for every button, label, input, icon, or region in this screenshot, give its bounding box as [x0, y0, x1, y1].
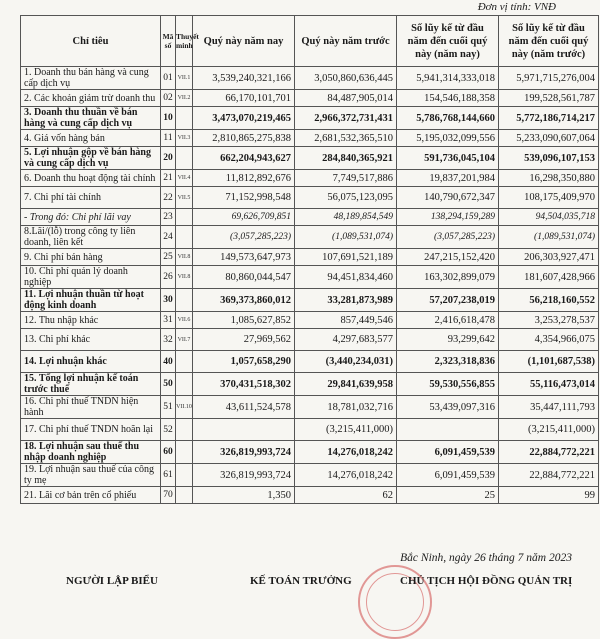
- row-q-prev: 857,449,546: [295, 312, 397, 329]
- header-note: Thuyết minh: [176, 16, 193, 67]
- row-code: 60: [161, 441, 176, 464]
- row-q-this: 27,969,562: [193, 329, 295, 351]
- row-ytd-this: 25: [397, 487, 499, 504]
- row-code: 50: [161, 373, 176, 396]
- table-row: [21, 351, 599, 373]
- row-ytd-prev: 35,447,111,793: [499, 396, 599, 419]
- row-name: 2. Các khoản giảm trừ doanh thu: [21, 90, 161, 107]
- row-q-prev: 18,781,032,716: [295, 396, 397, 419]
- table-row: [21, 209, 599, 226]
- row-ytd-prev: 5,971,715,276,004: [499, 67, 599, 90]
- table-row: [21, 396, 599, 419]
- row-ytd-prev: 16,298,350,880: [499, 170, 599, 187]
- row-code: 22: [161, 187, 176, 209]
- row-ytd-prev: 5,772,186,714,217: [499, 107, 599, 130]
- row-q-this: 66,170,101,701: [193, 90, 295, 107]
- row-ytd-prev: 199,528,561,787: [499, 90, 599, 107]
- row-q-prev: 284,840,365,921: [295, 147, 397, 170]
- chief-accountant-signature-title: KẾ TOÁN TRƯỞNG: [250, 575, 352, 587]
- row-code: 25: [161, 249, 176, 266]
- row-q-this: 662,204,943,627: [193, 147, 295, 170]
- row-code: 02: [161, 90, 176, 107]
- row-q-prev: 107,691,521,189: [295, 249, 397, 266]
- row-name: 11. Lợi nhuận thuần từ hoạt động kinh doanh: [21, 289, 161, 312]
- table-row: [21, 266, 599, 289]
- row-ytd-this: 53,439,097,316: [397, 396, 499, 419]
- row-ytd-this: 2,416,618,478: [397, 312, 499, 329]
- row-name: 17. Chi phí thuế TNDN hoãn lại: [21, 419, 161, 441]
- table-row: [21, 329, 599, 351]
- row-name: 4. Giá vốn hàng bán: [21, 130, 161, 147]
- row-code: 70: [161, 487, 176, 504]
- row-ytd-prev: 539,096,107,153: [499, 147, 599, 170]
- row-q-this: 149,573,647,973: [193, 249, 295, 266]
- row-ytd-prev: (1,089,531,074): [499, 226, 599, 249]
- row-ytd-this: 6,091,459,539: [397, 464, 499, 487]
- row-name: 3. Doanh thu thuần về bán hàng và cung cấp dịch vụ: [21, 107, 161, 130]
- row-ytd-this: 247,215,152,420: [397, 249, 499, 266]
- row-note: VII.4: [176, 170, 193, 187]
- row-note: [176, 373, 193, 396]
- row-ytd-this: [397, 419, 499, 441]
- header-quarter-prev-year: Quý này năm trước: [295, 16, 397, 67]
- row-q-prev: 2,681,532,365,510: [295, 130, 397, 147]
- row-q-this: 369,373,860,012: [193, 289, 295, 312]
- row-ytd-this: 154,546,188,358: [397, 90, 499, 107]
- place-date: Bắc Ninh, ngày 26 tháng 7 năm 2023: [400, 552, 572, 564]
- row-code: 21: [161, 170, 176, 187]
- row-name: 19. Lợi nhuận sau thuế của công ty mẹ: [21, 464, 161, 487]
- row-ytd-prev: 56,218,160,552: [499, 289, 599, 312]
- row-ytd-prev: (3,215,411,000): [499, 419, 599, 441]
- table-row: [21, 107, 599, 130]
- table-row: [21, 419, 599, 441]
- row-q-this: 11,812,892,676: [193, 170, 295, 187]
- row-note: VII.8: [176, 249, 193, 266]
- header-row: [21, 16, 599, 67]
- row-note: VII.1: [176, 67, 193, 90]
- table-row: [21, 249, 599, 266]
- row-q-this: 69,626,709,851: [193, 209, 295, 226]
- row-ytd-prev: 99: [499, 487, 599, 504]
- row-ytd-prev: 5,233,090,607,064: [499, 130, 599, 147]
- row-q-prev: 48,189,854,549: [295, 209, 397, 226]
- row-ytd-this: 19,837,201,984: [397, 170, 499, 187]
- row-note: VII.10: [176, 396, 193, 419]
- row-q-prev: (3,215,411,000): [295, 419, 397, 441]
- row-ytd-prev: 3,253,278,537: [499, 312, 599, 329]
- header-ytd-prev-year: Số lũy kế từ đầu năm đến cuối quý này (năm trước): [499, 16, 599, 67]
- row-q-prev: 62: [295, 487, 397, 504]
- table-row: [21, 187, 599, 209]
- row-ytd-this: (3,057,285,223): [397, 226, 499, 249]
- row-name: 5. Lợi nhuận gộp về bán hàng và cung cấp dịch vụ: [21, 147, 161, 170]
- row-note: [176, 147, 193, 170]
- unit-label: Đơn vị tính: VNĐ: [477, 1, 556, 13]
- row-q-prev: 29,841,639,958: [295, 373, 397, 396]
- table-row: [21, 226, 599, 249]
- row-ytd-prev: 22,884,772,221: [499, 441, 599, 464]
- row-ytd-this: 93,299,642: [397, 329, 499, 351]
- row-name: 15. Tổng lợi nhuận kế toán trước thuế: [21, 373, 161, 396]
- row-code: 23: [161, 209, 176, 226]
- row-note: [176, 441, 193, 464]
- row-code: 61: [161, 464, 176, 487]
- row-name: 12. Thu nhập khác: [21, 312, 161, 329]
- row-code: 40: [161, 351, 176, 373]
- row-code: 10: [161, 107, 176, 130]
- table-row: [21, 130, 599, 147]
- row-code: 11: [161, 130, 176, 147]
- table-row: [21, 147, 599, 170]
- row-code: 31: [161, 312, 176, 329]
- row-note: [176, 289, 193, 312]
- income-statement-table: [20, 15, 599, 504]
- row-name: 21. Lãi cơ bản trên cổ phiếu: [21, 487, 161, 504]
- row-ytd-this: 5,786,768,144,660: [397, 107, 499, 130]
- row-code: 24: [161, 226, 176, 249]
- row-name: 16. Chi phí thuế TNDN hiện hành: [21, 396, 161, 419]
- row-ytd-prev: 181,607,428,966: [499, 266, 599, 289]
- row-name: 9. Chi phí bán hàng: [21, 249, 161, 266]
- row-ytd-prev: 206,303,927,471: [499, 249, 599, 266]
- row-note: VII.2: [176, 90, 193, 107]
- table-row: [21, 441, 599, 464]
- table-row: [21, 312, 599, 329]
- row-ytd-this: 57,207,238,019: [397, 289, 499, 312]
- row-q-prev: 56,075,123,095: [295, 187, 397, 209]
- row-name: 1. Doanh thu bán hàng và cung cấp dịch vụ: [21, 67, 161, 90]
- row-name: 8.Lãi/(lỗ) trong công ty liên doanh, liên kết: [21, 226, 161, 249]
- row-code: 32: [161, 329, 176, 351]
- row-q-this: 80,860,044,547: [193, 266, 295, 289]
- row-ytd-this: 6,091,459,539: [397, 441, 499, 464]
- row-note: [176, 487, 193, 504]
- row-ytd-prev: (1,101,687,538): [499, 351, 599, 373]
- row-code: 20: [161, 147, 176, 170]
- row-note: [176, 464, 193, 487]
- row-ytd-this: 59,530,556,855: [397, 373, 499, 396]
- row-name: - Trong đó: Chi phí lãi vay: [21, 209, 161, 226]
- row-code: 52: [161, 419, 176, 441]
- row-name: 13. Chi phí khác: [21, 329, 161, 351]
- row-name: 7. Chi phí tài chính: [21, 187, 161, 209]
- row-q-this: (3,057,285,223): [193, 226, 295, 249]
- row-q-this: 2,810,865,275,838: [193, 130, 295, 147]
- row-ytd-prev: 22,884,772,221: [499, 464, 599, 487]
- table-row: [21, 90, 599, 107]
- row-q-this: 1,085,627,852: [193, 312, 295, 329]
- row-q-prev: (1,089,531,074): [295, 226, 397, 249]
- table-row: [21, 487, 599, 504]
- row-name: 10. Chi phí quản lý doanh nghiệp: [21, 266, 161, 289]
- row-q-this: 71,152,998,548: [193, 187, 295, 209]
- row-name: 6. Doanh thu hoạt động tài chính: [21, 170, 161, 187]
- row-note: VII.6: [176, 312, 193, 329]
- row-note: [176, 351, 193, 373]
- row-code: 51: [161, 396, 176, 419]
- row-note: VII.8: [176, 266, 193, 289]
- row-ytd-this: 140,790,672,347: [397, 187, 499, 209]
- table-row: [21, 67, 599, 90]
- table-row: [21, 289, 599, 312]
- row-ytd-prev: 108,175,409,970: [499, 187, 599, 209]
- row-q-this: 1,057,658,290: [193, 351, 295, 373]
- row-q-prev: 2,966,372,731,431: [295, 107, 397, 130]
- preparer-signature-title: NGƯỜI LẬP BIỂU: [66, 575, 158, 587]
- row-q-this: 370,431,518,302: [193, 373, 295, 396]
- row-ytd-this: 5,195,032,099,556: [397, 130, 499, 147]
- row-ytd-prev: 4,354,966,075: [499, 329, 599, 351]
- row-q-prev: 94,451,834,460: [295, 266, 397, 289]
- row-q-this: 3,539,240,321,166: [193, 67, 295, 90]
- header-quarter-this-year: Quý này năm nay: [193, 16, 295, 67]
- row-q-prev: 33,281,873,989: [295, 289, 397, 312]
- row-q-prev: 84,487,905,014: [295, 90, 397, 107]
- chairman-signature-title: CHỦ TỊCH HỘI ĐỒNG QUẢN TRỊ: [400, 575, 573, 587]
- row-q-prev: 7,749,517,886: [295, 170, 397, 187]
- row-q-prev: 14,276,018,242: [295, 464, 397, 487]
- row-ytd-prev: 55,116,473,014: [499, 373, 599, 396]
- row-note: [176, 419, 193, 441]
- row-ytd-this: 5,941,314,333,018: [397, 67, 499, 90]
- row-q-this: 326,819,993,724: [193, 441, 295, 464]
- row-ytd-this: 138,294,159,289: [397, 209, 499, 226]
- row-q-prev: (3,440,234,031): [295, 351, 397, 373]
- row-note: [176, 209, 193, 226]
- row-q-this: [193, 419, 295, 441]
- row-name: 18. Lợi nhuận sau thuế thu nhập doanh nghiệp: [21, 441, 161, 464]
- table-row: [21, 464, 599, 487]
- row-note: [176, 226, 193, 249]
- row-q-this: 1,350: [193, 487, 295, 504]
- row-q-prev: 14,276,018,242: [295, 441, 397, 464]
- row-q-this: 3,473,070,219,465: [193, 107, 295, 130]
- row-q-this: 43,611,524,578: [193, 396, 295, 419]
- row-note: VII.5: [176, 187, 193, 209]
- row-note: [176, 107, 193, 130]
- row-note: VII.3: [176, 130, 193, 147]
- row-q-prev: 4,297,683,577: [295, 329, 397, 351]
- header-name: Chỉ tiêu: [21, 16, 161, 67]
- row-code: 30: [161, 289, 176, 312]
- row-code: 01: [161, 67, 176, 90]
- row-name: 14. Lợi nhuận khác: [21, 351, 161, 373]
- row-ytd-this: 163,302,899,079: [397, 266, 499, 289]
- row-q-this: 326,819,993,724: [193, 464, 295, 487]
- row-ytd-prev: 94,504,035,718: [499, 209, 599, 226]
- header-ytd-this-year: Số lũy kế từ đầu năm đến cuối quý này (năm nay): [397, 16, 499, 67]
- row-code: 26: [161, 266, 176, 289]
- table-row: [21, 170, 599, 187]
- row-ytd-this: 2,323,318,836: [397, 351, 499, 373]
- row-note: VII.7: [176, 329, 193, 351]
- table-row: [21, 373, 599, 396]
- row-ytd-this: 591,736,045,104: [397, 147, 499, 170]
- header-code: Mã số: [161, 16, 176, 67]
- row-q-prev: 3,050,860,636,445: [295, 67, 397, 90]
